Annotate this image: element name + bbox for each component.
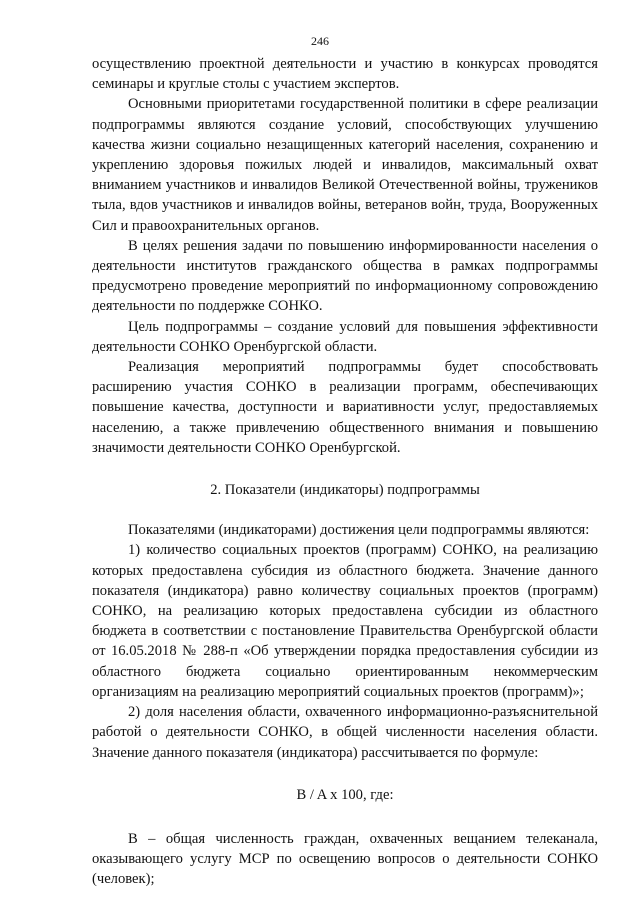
paragraph-goal: Цель подпрограммы – создание условий для повышения эффективности деятельности СОНКО Оренбургской области. bbox=[92, 318, 598, 355]
document-body bbox=[92, 54, 598, 890]
paragraph-indicators-intro: Показателями (индикаторами) достижения цели подпрограммы являются: bbox=[128, 522, 590, 539]
paragraph-indicator-2: 2) доля населения области, охваченного информационно-разъяснительной работой о деятельности СОНКО, в общей численности населения области. Значение данного показателя (индикатора) рассчитывается по формуле: bbox=[92, 704, 598, 761]
paragraph-continuation: осуществлению проектной деятельности и участию в конкурсах проводятся семинары и круглые столы с участием экспертов. bbox=[92, 56, 598, 93]
paragraph-definition-b: B – общая численность граждан, охваченных вещанием телеканала, оказывающего услугу МСР по освещению вопросов о деятельности СОНКО (человек); bbox=[92, 830, 598, 888]
page-number: 246 bbox=[311, 34, 329, 48]
paragraph-indicator-1: 1) количество социальных проектов (программ) СОНКО, на реализацию которых предоставлена субсидия из областного бюджета. Значение данного показателя (индикатора) равно количеству социальных проектов (программ) СОНКО, на реализацию которых предоставлена субсидии из областного бюджета в соответствии с постановление Правительства Оренбургской области от 16.05.2018 № 288-п «Об утверждении порядка предоставления субсидии из областного бюджета социально ориентированным некоммерческим организациям на реализацию мероприятий социальных проектов (программ)»; bbox=[92, 542, 598, 700]
formula: B / A x 100, где: bbox=[296, 786, 394, 803]
paragraph-informing: В целях решения задачи по повышению информированности населения о деятельности институтов гражданского общества в рамках подпрограммы предусмотрено проведение мероприятий по информационному сопровождению деятельности по поддержке СОНКО. bbox=[92, 237, 598, 315]
paragraph-priorities: Основными приоритетами государственной политики в сфере реализации подпрограммы являются создание условий, способствующих улучшению качества жизни социально незащищенных категорий населения, сохранению и укреплению здоровья пожилых людей и инвалидов, максимальный охват вниманием участников и инвалидов Великой Отечественной войны, тружеников тыла, вдов участников и инвалидов войны, ветеранов войн, труда, Вооруженных Сил и правоохранительных органов. bbox=[92, 96, 598, 234]
paragraph-implementation: Реализация мероприятий подпрограммы будет способствовать расширению участия СОНКО в реализации программ, обеспечивающих повышение качества, доступности и вариативности услуг, предоставляемых населению, а также привлечению общественного внимания и повышению значимости деятельности СОНКО Оренбургской. bbox=[92, 359, 598, 456]
section-heading: 2. Показатели (индикаторы) подпрограммы bbox=[210, 482, 480, 499]
